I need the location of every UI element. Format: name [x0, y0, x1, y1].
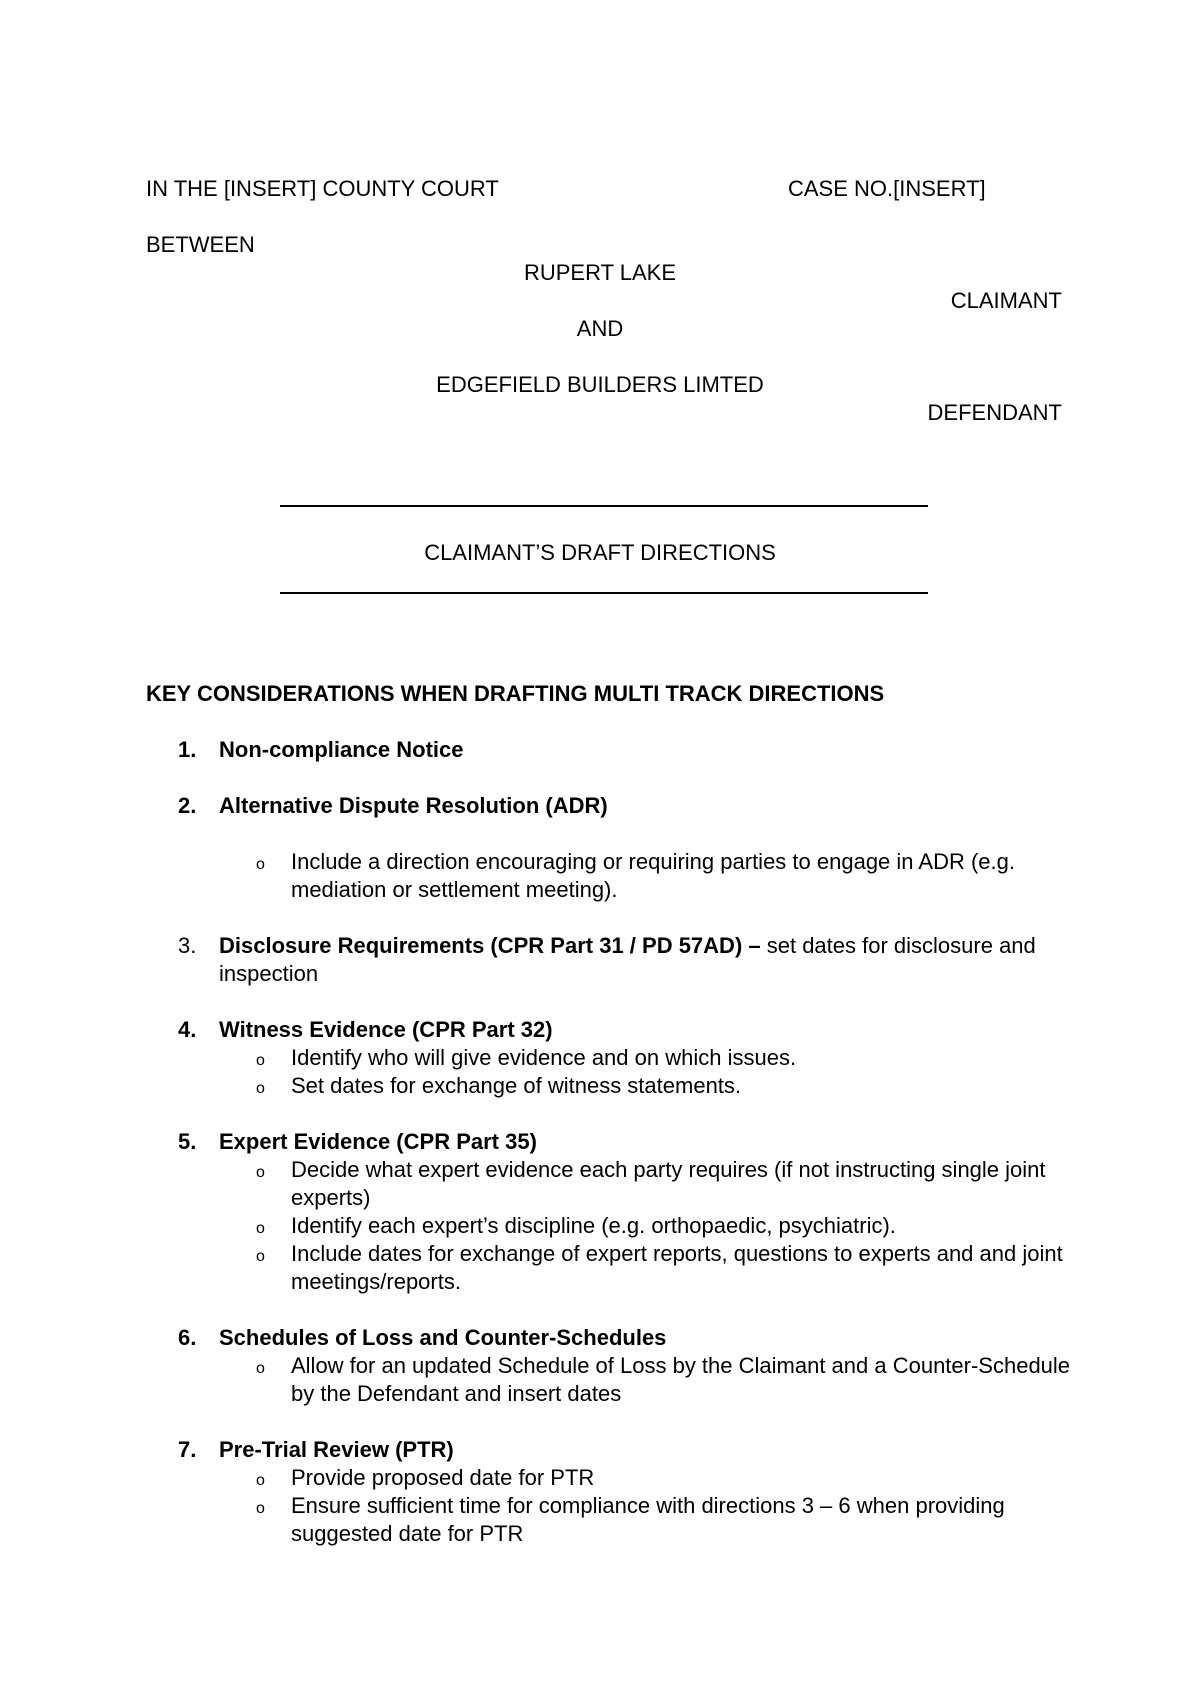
item-title-expert-evidence: Expert Evidence (CPR Part 35): [219, 1129, 537, 1154]
item-number: 6.: [178, 1325, 197, 1350]
bullet-icon: o: [256, 1164, 265, 1181]
defendant-name: EDGEFIELD BUILDERS LIMTED: [436, 372, 764, 397]
case-number: CASE NO.[INSERT]: [788, 176, 986, 201]
bullet-text: Allow for an updated Schedule of Loss by the Claimant and a Counter-Schedule by the Defendant and insert dates: [291, 1353, 1071, 1406]
bullet-icon: o: [256, 1080, 265, 1097]
bullet-text: Identify each expert’s discipline (e.g. orthopaedic, psychiatric).: [291, 1213, 896, 1238]
between-label: BETWEEN: [146, 232, 255, 257]
title-rule-bottom: [280, 592, 928, 594]
bullet-icon: o: [256, 1248, 265, 1265]
bullet-icon: o: [256, 856, 265, 873]
court-name: IN THE [INSERT] COUNTY COURT: [146, 176, 499, 201]
item-title-schedules-of-loss: Schedules of Loss and Counter-Schedules: [219, 1325, 667, 1350]
item-number: 1.: [178, 737, 197, 762]
claimant-role: CLAIMANT: [950, 288, 1062, 313]
item-title-pre-trial-review: Pre-Trial Review (PTR): [219, 1437, 454, 1462]
bullet-text: Decide what expert evidence each party requires (if not instructing single joint experts): [291, 1157, 1046, 1210]
document-title: CLAIMANT’S DRAFT DIRECTIONS: [424, 540, 776, 565]
defendant-role: DEFENDANT: [927, 400, 1062, 425]
bullet-text: Provide proposed date for PTR: [291, 1465, 595, 1490]
item-number: 4.: [178, 1017, 197, 1042]
bullet-text: Set dates for exchange of witness statements.: [291, 1073, 742, 1098]
item-number: 2.: [178, 793, 197, 818]
item-number: 5.: [178, 1129, 197, 1154]
bullet-icon: o: [256, 1500, 265, 1517]
and-label: AND: [576, 316, 624, 341]
claimant-name: RUPERT LAKE: [523, 260, 677, 285]
item-number: 3.: [178, 933, 197, 958]
item-text-disclosure: set dates for disclosure and inspection: [219, 933, 1036, 986]
item-title-disclosure: Disclosure Requirements (CPR Part 31 / PD 57AD) –: [219, 933, 761, 958]
item-title-witness-evidence: Witness Evidence (CPR Part 32): [219, 1017, 553, 1042]
bullet-icon: o: [256, 1220, 265, 1237]
item-number: 7.: [178, 1437, 197, 1462]
section-heading: KEY CONSIDERATIONS WHEN DRAFTING MULTI TRACK DIRECTIONS: [146, 681, 885, 706]
bullet-text: Identify who will give evidence and on which issues.: [291, 1045, 797, 1070]
item-title-non-compliance: Non-compliance Notice: [219, 737, 464, 762]
bullet-text: Include a direction encouraging or requiring parties to engage in ADR (e.g. mediation or settlement meeting).: [291, 849, 1016, 902]
title-rule-top: [280, 505, 928, 507]
bullet-icon: o: [256, 1052, 265, 1069]
bullet-icon: o: [256, 1360, 265, 1377]
bullet-text: Ensure sufficient time for compliance with directions 3 – 6 when providing suggested date for PTR: [291, 1493, 1005, 1546]
item-title-adr: Alternative Dispute Resolution (ADR): [219, 793, 608, 818]
item-disclosure: [219, 932, 1069, 988]
bullet-icon: o: [256, 1472, 265, 1489]
bullet-text: Include dates for exchange of expert reports, questions to experts and and joint meetings/reports.: [291, 1241, 1063, 1294]
